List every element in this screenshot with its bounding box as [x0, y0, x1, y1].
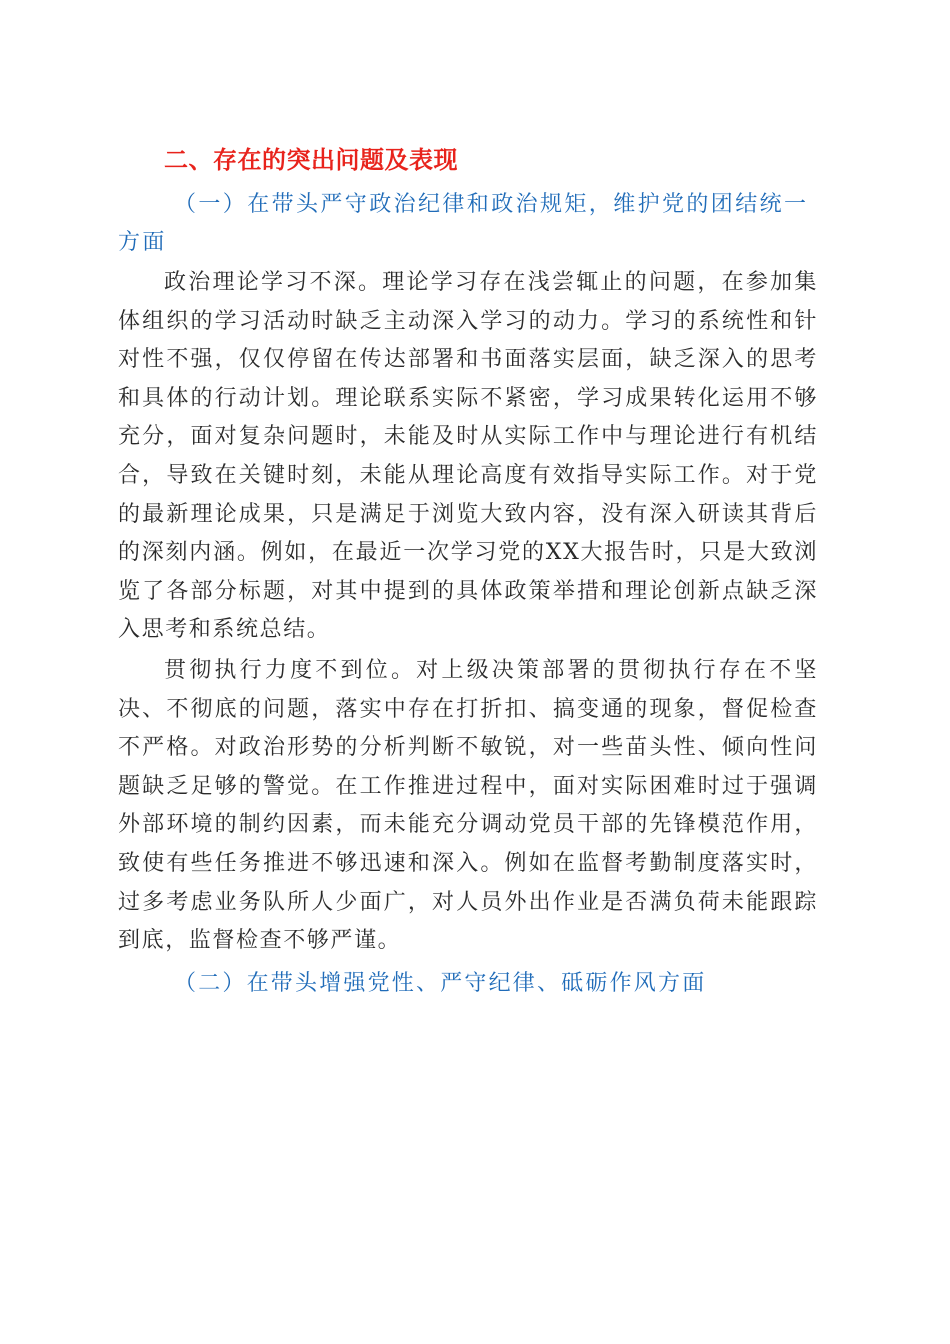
- paragraph-implementation: 贯彻执行力度不到位。对上级决策部署的贯彻执行存在不坚决、不彻底的问题，落实中存在打折扣、搞变通的现象，督促检查不严格。对政治形势的分析判断不敏锐，对一些苗头性、倾向性问题缺乏足够的警觉。在工作推进过程中，面对实际困难时过于强调外部环境的制约因素，而未能充分调动党员干部的先锋模范作用，致使有些任务推进不够迅速和深入。例如在监督考勤制度落实时，过多考虑业务队所人少面广，对人员外出作业是否满负荷未能跟踪到底，监督检查不够严谨。: [118, 657, 818, 954]
- document-body: [118, 138, 818, 1003]
- paragraph-political-theory: 政治理论学习不深。理论学习存在浅尝辄止的问题，在参加集体组织的学习活动时缺乏主动深入学习的动力。学习的系统性和针对性不强，仅仅停留在传达部署和书面落实层面，缺乏深入的思考和具体的行动计划。理论联系实际不紧密，学习成果转化运用不够充分，面对复杂问题时，未能及时从实际工作中与理论进行有机结合，导致在关键时刻，未能从理论高度有效指导实际工作。对于党的最新理论成果，只是满足于浏览大致内容，没有深入研读其背后的深刻内涵。例如，在最近一次学习党的XX大报告时，只是大致浏览了各部分标题，对其中提到的具体政策举措和理论创新点缺乏深入思考和系统总结。: [118, 270, 818, 643]
- subsection-2-title: （二）在带头增强党性、严守纪律、砥砺作风方面: [174, 970, 707, 996]
- section-heading: 二、存在的突出问题及表现: [164, 146, 458, 174]
- subsection-1-title: （一）在带头严守政治纪律和政治规矩，维护党的团结统一方面: [118, 192, 809, 255]
